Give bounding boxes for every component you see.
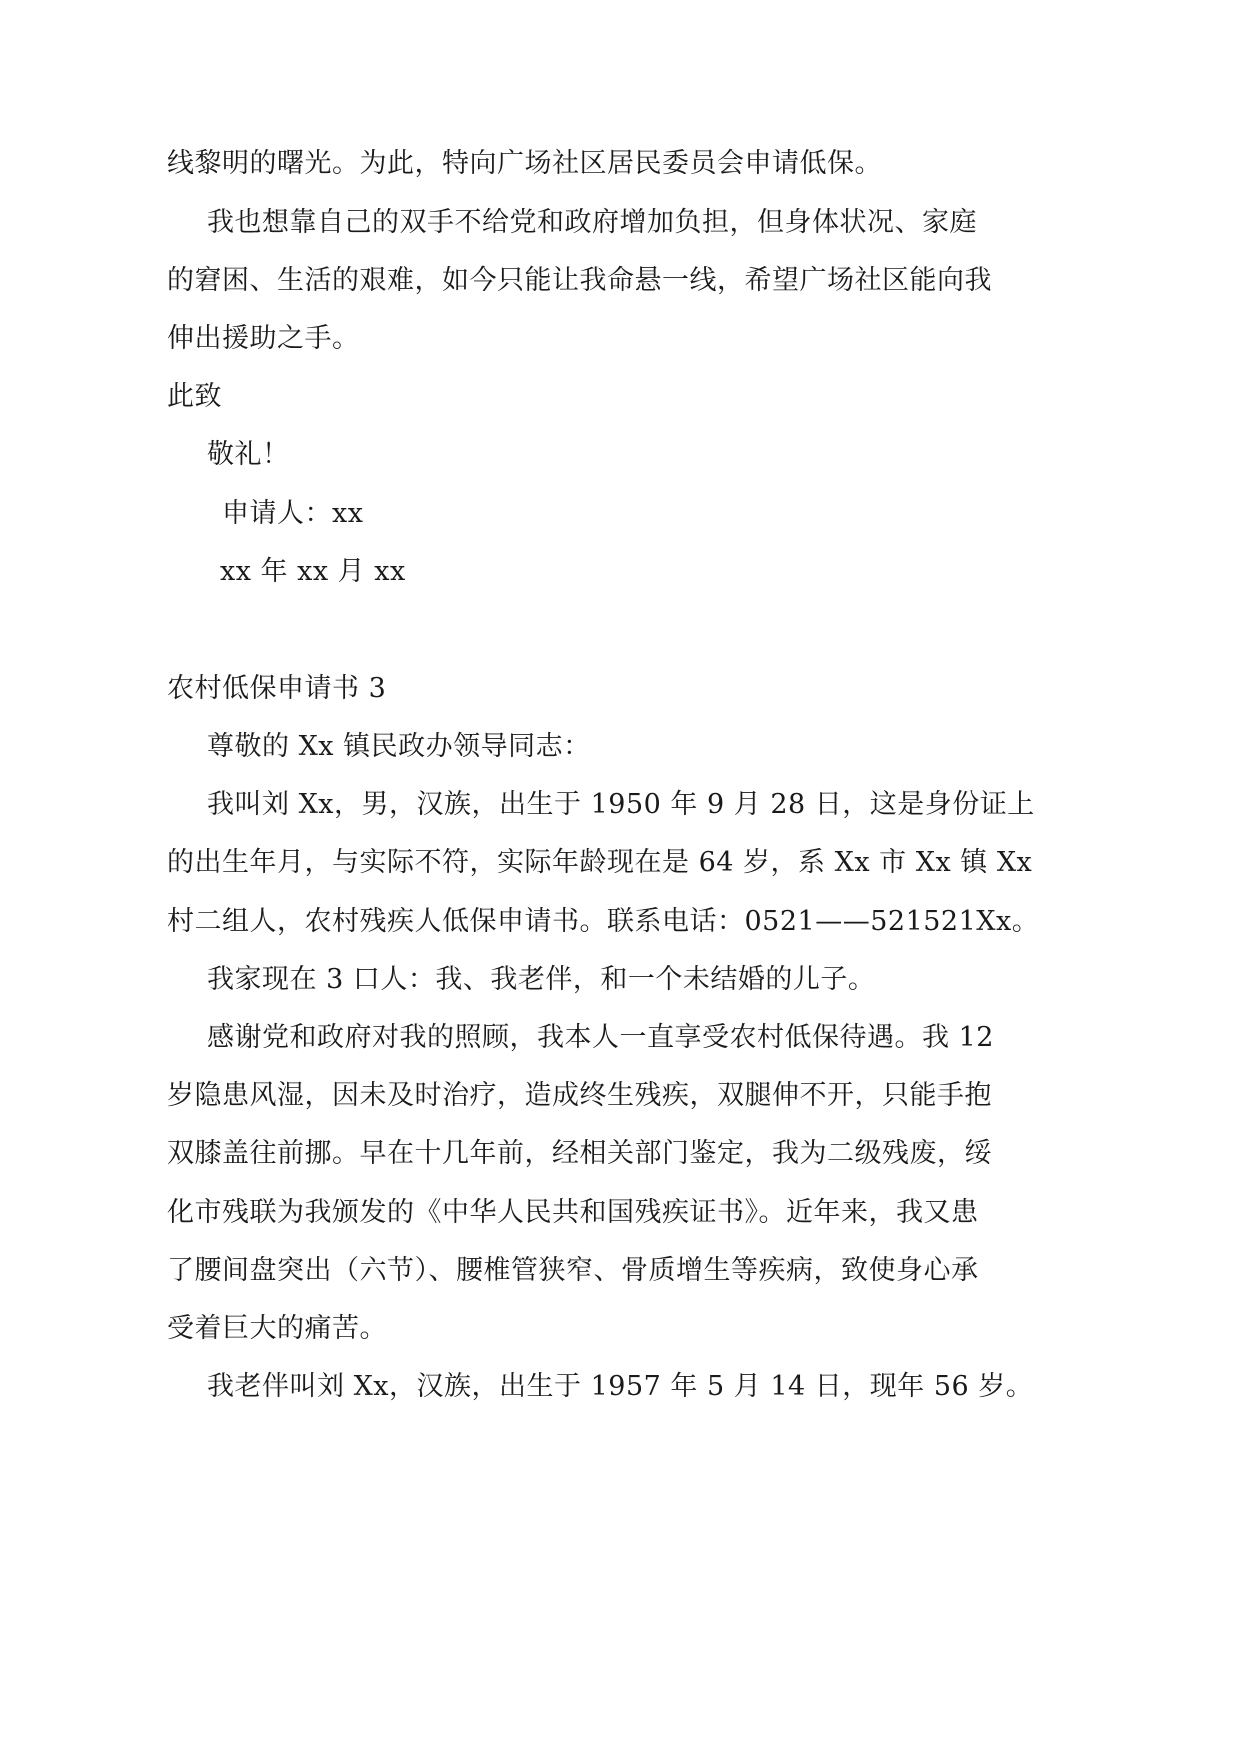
paragraph-line: 了腰间盘突出（六节）、腰椎管狭窄、骨质增生等疾病，致使身心承 — [167, 1255, 979, 1286]
paragraph-line: 化市残联为我颁发的《中华人民共和国残疾证书》。近年来，我又患 — [167, 1197, 979, 1228]
paragraph-line: 我也想靠自己的双手不给党和政府增加负担，但身体状况、家庭 — [207, 207, 977, 238]
paragraph-line: 我老伴叫刘 Xx，汉族，出生于 1957 年 5 月 14 日，现年 56 岁。 — [207, 1371, 1034, 1402]
paragraph-line: 我叫刘 Xx，男，汉族，出生于 1950 年 9 月 28 日，这是身份证上 — [207, 789, 1035, 820]
paragraph-line: 村二组人，农村残疾人低保申请书。联系电话：0521——521521Xx。 — [167, 906, 1040, 937]
section-title: 农村低保申请书 3 — [167, 673, 387, 704]
paragraph-line: 的窘困、生活的艰难，如今只能让我命悬一线，希望广场社区能向我 — [167, 265, 992, 296]
closing-text: 此致 — [167, 381, 222, 412]
salute-text: 敬礼！ — [207, 439, 290, 470]
letter-greeting: 尊敬的 Xx 镇民政办领导同志： — [207, 731, 591, 762]
paragraph-line: 的出生年月，与实际不符，实际年龄现在是 64 岁，系 Xx 市 Xx 镇 Xx — [167, 847, 1033, 878]
paragraph-line: 伸出援助之手。 — [167, 323, 360, 354]
paragraph-line: 线黎明的曙光。为此，特向广场社区居民委员会申请低保。 — [167, 148, 882, 179]
applicant-signature: 申请人：xx — [222, 498, 364, 529]
paragraph-line: 感谢党和政府对我的照顾，我本人一直享受农村低保待遇。我 12 — [207, 1022, 994, 1053]
paragraph-line: 受着巨大的痛苦。 — [167, 1313, 387, 1344]
signature-date: xx 年 xx 月 xx — [220, 556, 406, 587]
paragraph-line: 我家现在 3 口人：我、我老伴，和一个未结婚的儿子。 — [207, 964, 876, 995]
paragraph-line: 岁隐患风湿，因未及时治疗，造成终生残疾，双腿伸不开，只能手抱 — [167, 1080, 992, 1111]
paragraph-line: 双膝盖往前挪。早在十几年前，经相关部门鉴定，我为二级残废，绥 — [167, 1138, 992, 1169]
